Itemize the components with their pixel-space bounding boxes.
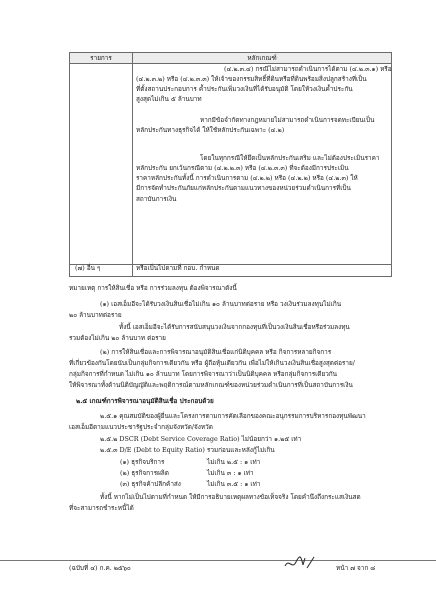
- table-row: [70, 265, 392, 277]
- footer-divider: [0, 560, 436, 561]
- paragraph-line: ๒.๕.๓ D/E (Debt to Equity Ratio) รวมก่อนและหลังกู้ไม่เกิน: [100, 446, 275, 454]
- paragraph-line: (๒) การให้สินเชื่อและการพิจารณาอนุมัติสินเชื่อแก่นิติบุคคล หรือ กิจการหลายกิจการ: [100, 348, 332, 356]
- table-header-item: รายการ: [70, 53, 133, 64]
- table-header-row: [70, 53, 392, 64]
- criteria-line: สถาบันการเงิน: [136, 195, 177, 203]
- paragraph-line: ที่จะสามารถชำระหนี้ได้: [69, 504, 134, 512]
- row-label-other: (๗) อื่น ๆ: [75, 264, 101, 272]
- table-cell-item: [70, 64, 133, 265]
- criteria-line: หลักประกัน ยกเว้นกรณีตาม (๔.๒.๒.๓) หรือ (๔.๒.๓.๓) ที่จะต้องมีการประเมิน: [136, 164, 349, 172]
- signature-mark-icon: [283, 552, 317, 574]
- criteria-line: (๔.๒.๓.๒) หรือ (๔.๒.๓.๓) ให้เจ้าของกรรมสิทธิ์ที่ดินหรือที่ดินพร้อมสิ่งปลูกสร้างที่เป็น: [136, 75, 367, 83]
- criteria-line: หลักประกันทางธุรกิจได้ ให้ใช้หลักประกันเฉพาะ (๔.๒): [136, 126, 285, 134]
- paragraph-line: ให้พิจารณาทั้งด้านนิติบัญญัติและพฤติการณ์ตามหลักเกณฑ์ของหน่วยร่วมดำเนินการที่เป็นสถาบันการเงิน: [69, 381, 353, 389]
- row-criteria-other: หรือเป็นไปตามที่ กอบ. กำหนด: [136, 264, 220, 272]
- paragraph-line: เอสเอ็มอีตามแนวประชารัฐประจำกลุ่มจังหวัด/จังหวัด: [69, 423, 213, 431]
- ratio-label: (๑) ธุรกิจบริการ: [120, 458, 165, 466]
- paragraph-line: (๑) เอสเอ็มอีจะได้รับวงเงินสินเชื่อไม่เกิน ๑๐ ล้านบาทต่อราย หรือ วงเงินร่วมลงทุนไม่เกิน: [100, 300, 342, 308]
- footer-page-number: หน้า ๗ จาก ๘: [336, 564, 376, 572]
- note-heading: หมายเหตุ การให้สินเชื่อ หรือ การร่วมลงทุน ต้องพิจารณาดังนี้: [69, 284, 237, 292]
- paragraph-line: กลุ่มกิจการที่กำหนด ไม่เกิน ๑๐ ล้านบาท โดยการพิจารณาว่าเป็นนิติบุคคล หรือกลุ่มกิจการเดียวกัน: [69, 370, 338, 378]
- criteria-line: สูงสุดไม่เกิน ๕ ล้านบาท: [136, 95, 202, 103]
- ratio-value: ไม่เกิน ๓.๕ : ๑ เท่า: [207, 480, 261, 488]
- ratio-value: ไม่เกิน ๒.๕ : ๑ เท่า: [207, 458, 261, 466]
- criteria-line: หากมีข้อจำกัดทางกฎหมายไม่สามารถดำเนินการจดทะเบียนเป็น: [200, 116, 375, 124]
- criteria-line: ที่ตั้งสถานประกอบการ ค้ำประกันเพิ่มวงเงินที่ได้รับอนุมัติ โดยให้วงเงินค้ำประกัน: [136, 85, 353, 93]
- paragraph-line: ๒๐ ล้านบาทต่อราย: [69, 311, 122, 319]
- section-heading: ๒.๕ เกณฑ์การพิจารณาอนุมัติสินเชื่อ ประกอบด้วย: [76, 397, 214, 405]
- ratio-value: ไม่เกิน ๓ : ๑ เท่า: [207, 469, 254, 477]
- criteria-line: มีการจัดทำประกันภัยแก่หลักประกันตามแนวทางของหน่วยร่วมดำเนินการที่เป็น: [136, 184, 351, 192]
- paragraph-line: ๒.๕.๑ คุณสมบัติของผู้ยื่นและโครงการตามการคัดเลือกของคณะอนุกรรมการบริหารกองทุนพัฒนา: [100, 412, 366, 420]
- ratio-label: (๓) ธุรกิจค้าปลีกค้าส่ง: [120, 480, 181, 488]
- criteria-line: ราคาหลักประกันทั้งนี้ การดำเนินการตาม (๔.๒.๒) หรือ (๔.๒.๒) หรือ (๔.๒.๓) ให้: [136, 174, 358, 182]
- ratio-label: (๒) ธุรกิจการผลิต: [120, 469, 169, 477]
- paragraph-line: ทั้งนี้ หากไม่เป็นไปตามที่กำหนด ให้มีการอธิบายเหตุผลทางข้อเท็จจริง โดยคำนึงถึงกระแสเงินสด: [100, 493, 361, 501]
- paragraph-line: รวมต้องไม่เกิน ๒๐ ล้านบาท ต่อราย: [69, 334, 166, 342]
- paragraph-line: ที่เกี่ยวข้องกันโดยนับเป็นกลุ่มกิจการเดียวกัน หรือ ผู้ถือหุ้นเดียวกัน เพื่อไม่ให้เกินวงเงินสินเชื่อสูงสุดต่อราย/: [69, 359, 355, 367]
- table-header-criteria: หลักเกณฑ์: [133, 53, 392, 64]
- paragraph-line: ทั้งนี้ เอสเอ็มอีจะได้รับการสนับสนุนวงเงินจากกองทุนที่เป็นวงเงินสินเชื่อหรือร่วมลงทุน: [119, 323, 350, 331]
- criteria-line: (๔.๒.๓.๔) กรณีไม่สามารถดำเนินการได้ตาม (๔.๒.๓.๑) หรือ: [224, 65, 392, 73]
- footer-edition: (ฉบับที่ ๔) ก.ค. ๒๕๖๐: [69, 564, 131, 572]
- paragraph-line: ๒.๕.๒ DSCR (Debt Service Coverage Ratio) ไม่น้อยกว่า ๑.๒๕ เท่า: [100, 435, 302, 443]
- criteria-line: โดยในทุกกรณีให้ยึดเป็นหลักประกันเสริม และไม่ต้องประเมินราคา: [200, 154, 380, 162]
